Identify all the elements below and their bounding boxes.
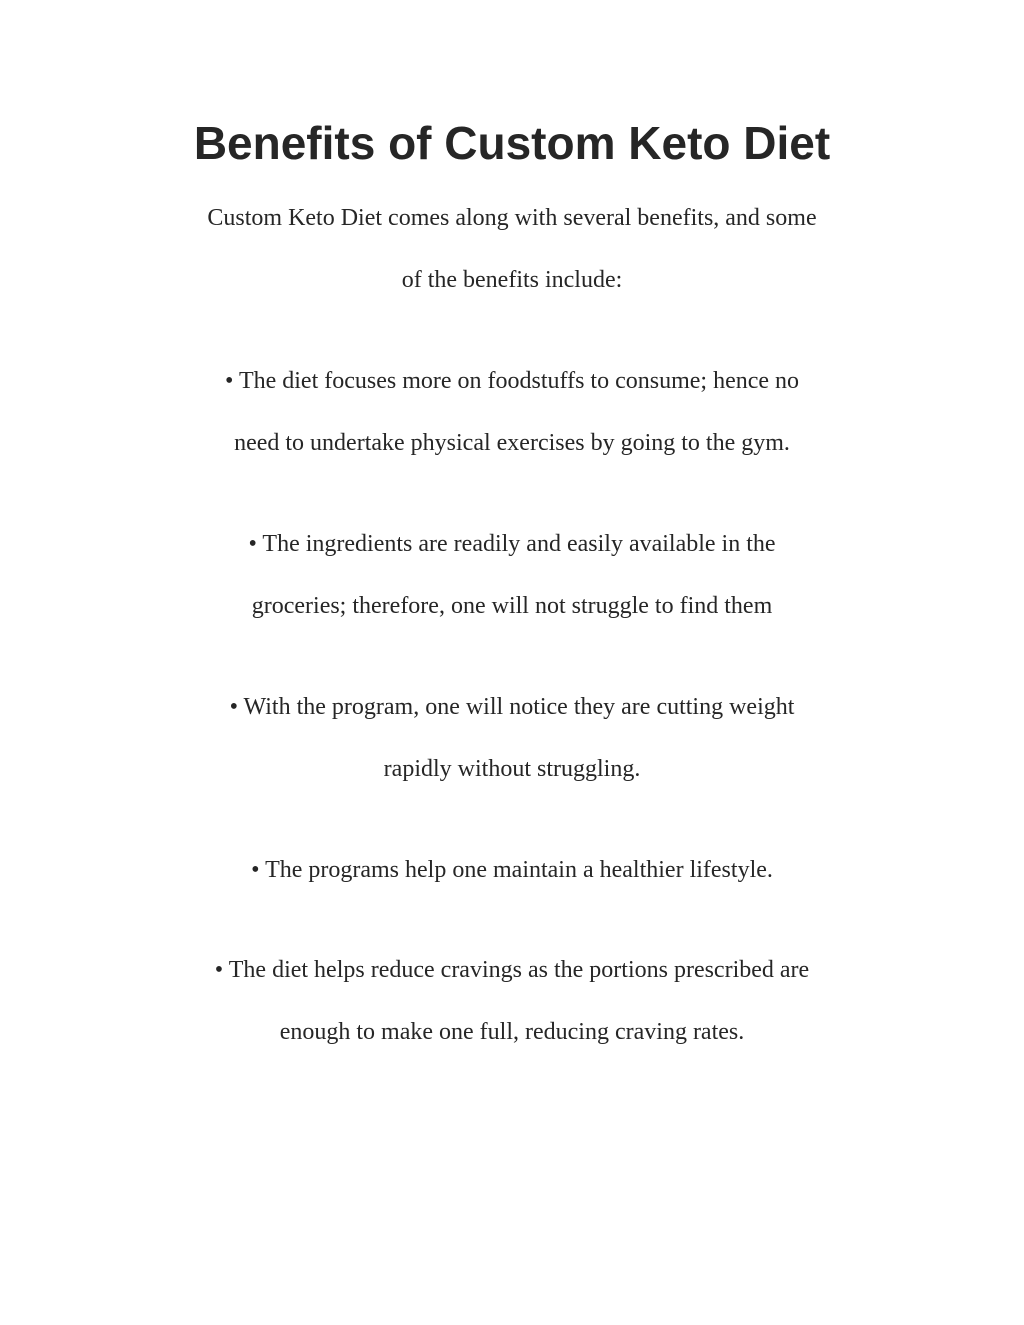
bullet-2-line-2: groceries; therefore, one will not struggle to find them [251,593,773,619]
bullet-5-line-2: enough to make one full, reducing craving rates. [279,1019,745,1045]
intro-line-1: Custom Keto Diet comes along with several benefits, and some [207,205,817,231]
bullet-1-line-1: • The diet focuses more on foodstuffs to consume; hence no [224,368,800,394]
bullet-4-line-1: • The programs help one maintain a healthier lifestyle. [251,857,773,883]
bullet-1-line-2: need to undertake physical exercises by going to the gym. [234,430,790,456]
bullet-3-line-1: • With the program, one will notice they are cutting weight [229,694,795,720]
page-title: Benefits of Custom Keto Diet [193,117,831,169]
bullet-2-line-1: • The ingredients are readily and easily available in the [248,531,776,557]
intro-line-2: of the benefits include: [401,267,623,293]
bullet-3-line-2: rapidly without struggling. [383,756,641,782]
bullet-5-line-1: • The diet helps reduce cravings as the portions prescribed are [214,957,810,983]
